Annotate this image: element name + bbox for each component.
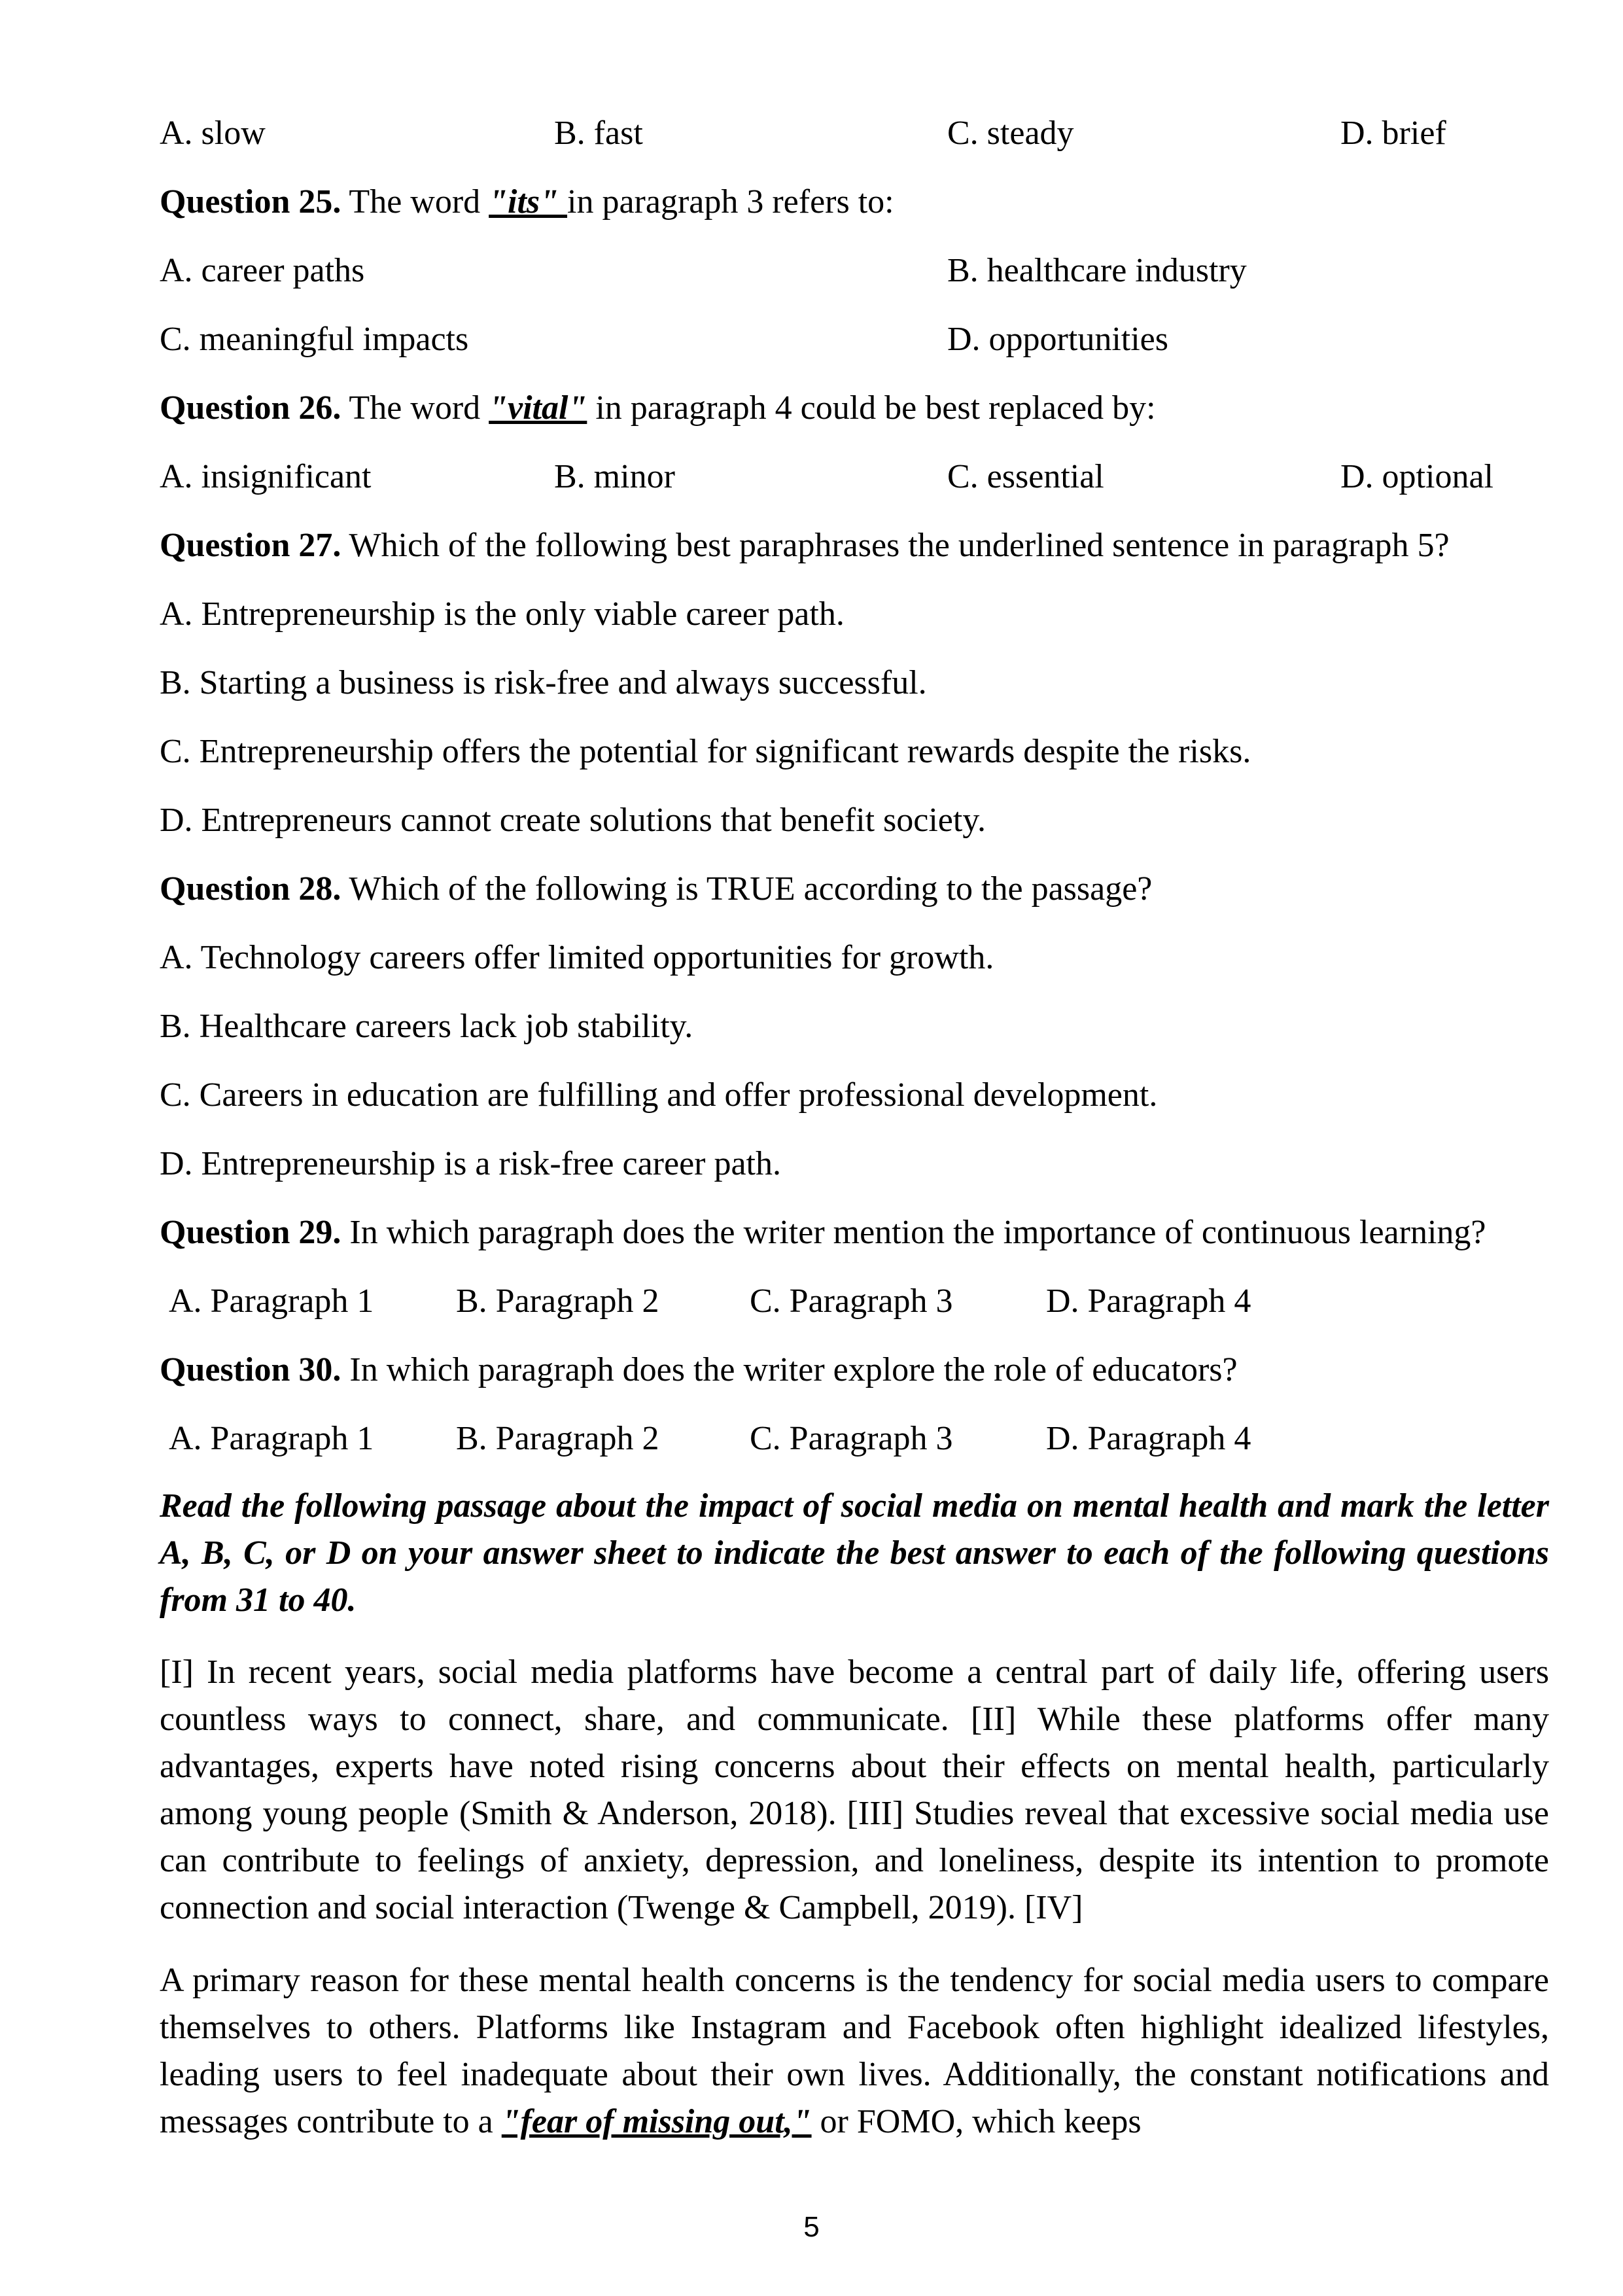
page-number: 5 [803,2211,820,2243]
section-instruction: Read the following passage about the impact of social media on mental health and mark the letter A, B, C, or D on your answer sheet to indicate the best answer to each of the following questions from 31 to 40. [160,1487,1549,1619]
q25-option-c: C. meaningful impacts [160,321,469,358]
q29-option-d: D. Paragraph 4 [1046,1282,1251,1320]
question-25-label: Question 25. [160,183,341,221]
question-28 [160,866,1152,913]
q24-option-a: A. slow [160,115,266,152]
question-29-label: Question 29. [160,1214,341,1251]
q27-option-c: C. Entrepreneurship offers the potential for significant rewards despite the risks. [160,733,1251,770]
q28-option-b: B. Healthcare careers lack job stability. [160,1008,693,1045]
question-29-text: In which paragraph does the writer mention the importance of continuous learning? [341,1214,1486,1251]
q27-option-a: A. Entrepreneurship is the only viable career path. [160,595,845,633]
q24-option-d: D. brief [1340,115,1446,152]
question-28-label: Question 28. [160,870,341,908]
q28-option-c: C. Careers in education are fulfilling and offer professional development. [160,1076,1158,1114]
q26-option-c: C. essential [947,458,1104,495]
q28-option-a: A. Technology careers offer limited opportunities for growth. [160,939,994,976]
q26-option-b: B. minor [554,458,675,495]
question-29 [160,1209,1486,1256]
q30-option-b: B. Paragraph 2 [456,1420,659,1457]
question-25-pre: The word [341,183,489,221]
question-26-post: in paragraph 4 could be best replaced by: [587,389,1156,427]
q25-option-a: A. career paths [160,252,365,289]
question-26 [160,385,1156,432]
q25-option-d: D. opportunities [947,321,1168,358]
q30-option-a: A. Paragraph 1 [169,1420,374,1457]
passage-paragraph-2-end: or FOMO, which keeps [811,2103,1142,2140]
question-25-word: "its" [489,183,568,221]
passage-paragraph-2-text: A primary reason for these mental health concerns is the tendency for social media users to compare themselves to others. Platforms like Instagram and Facebook often highlight idealized lifestyles, leading users to feel inadequate about their own lives. Additionally, the constant notifications and messages contribute to a [160,1962,1549,2140]
q25-option-b: B. healthcare industry [947,252,1247,289]
fomo-phrase: "fear of missing out," [501,2103,812,2140]
q30-option-c: C. Paragraph 3 [750,1420,953,1457]
q26-option-a: A. insignificant [160,458,372,495]
question-25-post: in paragraph 3 refers to: [567,183,894,221]
question-26-word: "vital" [489,389,587,427]
question-27 [160,522,1450,569]
q24-option-c: C. steady [947,115,1074,152]
question-27-label: Question 27. [160,527,341,564]
question-26-pre: The word [341,389,489,427]
q28-option-d: D. Entrepreneurship is a risk-free career path. [160,1145,781,1182]
q30-option-d: D. Paragraph 4 [1046,1420,1251,1457]
question-27-text: Which of the following best paraphrases the underlined sentence in paragraph 5? [341,527,1450,564]
q24-option-b: B. fast [554,115,643,152]
question-28-text: Which of the following is TRUE according to the passage? [341,870,1153,908]
q29-option-b: B. Paragraph 2 [456,1282,659,1320]
q27-option-d: D. Entrepreneurs cannot create solutions that benefit society. [160,802,986,839]
question-30-label: Question 30. [160,1351,341,1388]
question-30 [160,1347,1238,1394]
question-26-label: Question 26. [160,389,341,427]
q29-option-a: A. Paragraph 1 [169,1282,374,1320]
question-25 [160,179,894,226]
passage-paragraph-1: [I] In recent years, social media platforms have become a central part of daily life, offering users countless ways to connect, share, and communicate. [II] While these platforms offer many advantages, experts have noted rising concerns about their effects on mental health, particularly among young people (Smith & Anderson, 2018). [III] Studies reveal that excessive social media use can contribute to feelings of anxiety, depression, and loneliness, despite its intention to promote connection and social interaction (Twenge & Campbell, 2019). [IV] [160,1653,1549,1926]
passage-paragraph-2 [160,1957,1549,2146]
q26-option-d: D. optional [1340,458,1493,495]
q29-option-c: C. Paragraph 3 [750,1282,953,1320]
q27-option-b: B. Starting a business is risk-free and always successful. [160,664,927,701]
question-30-text: In which paragraph does the writer explore the role of educators? [341,1351,1238,1388]
